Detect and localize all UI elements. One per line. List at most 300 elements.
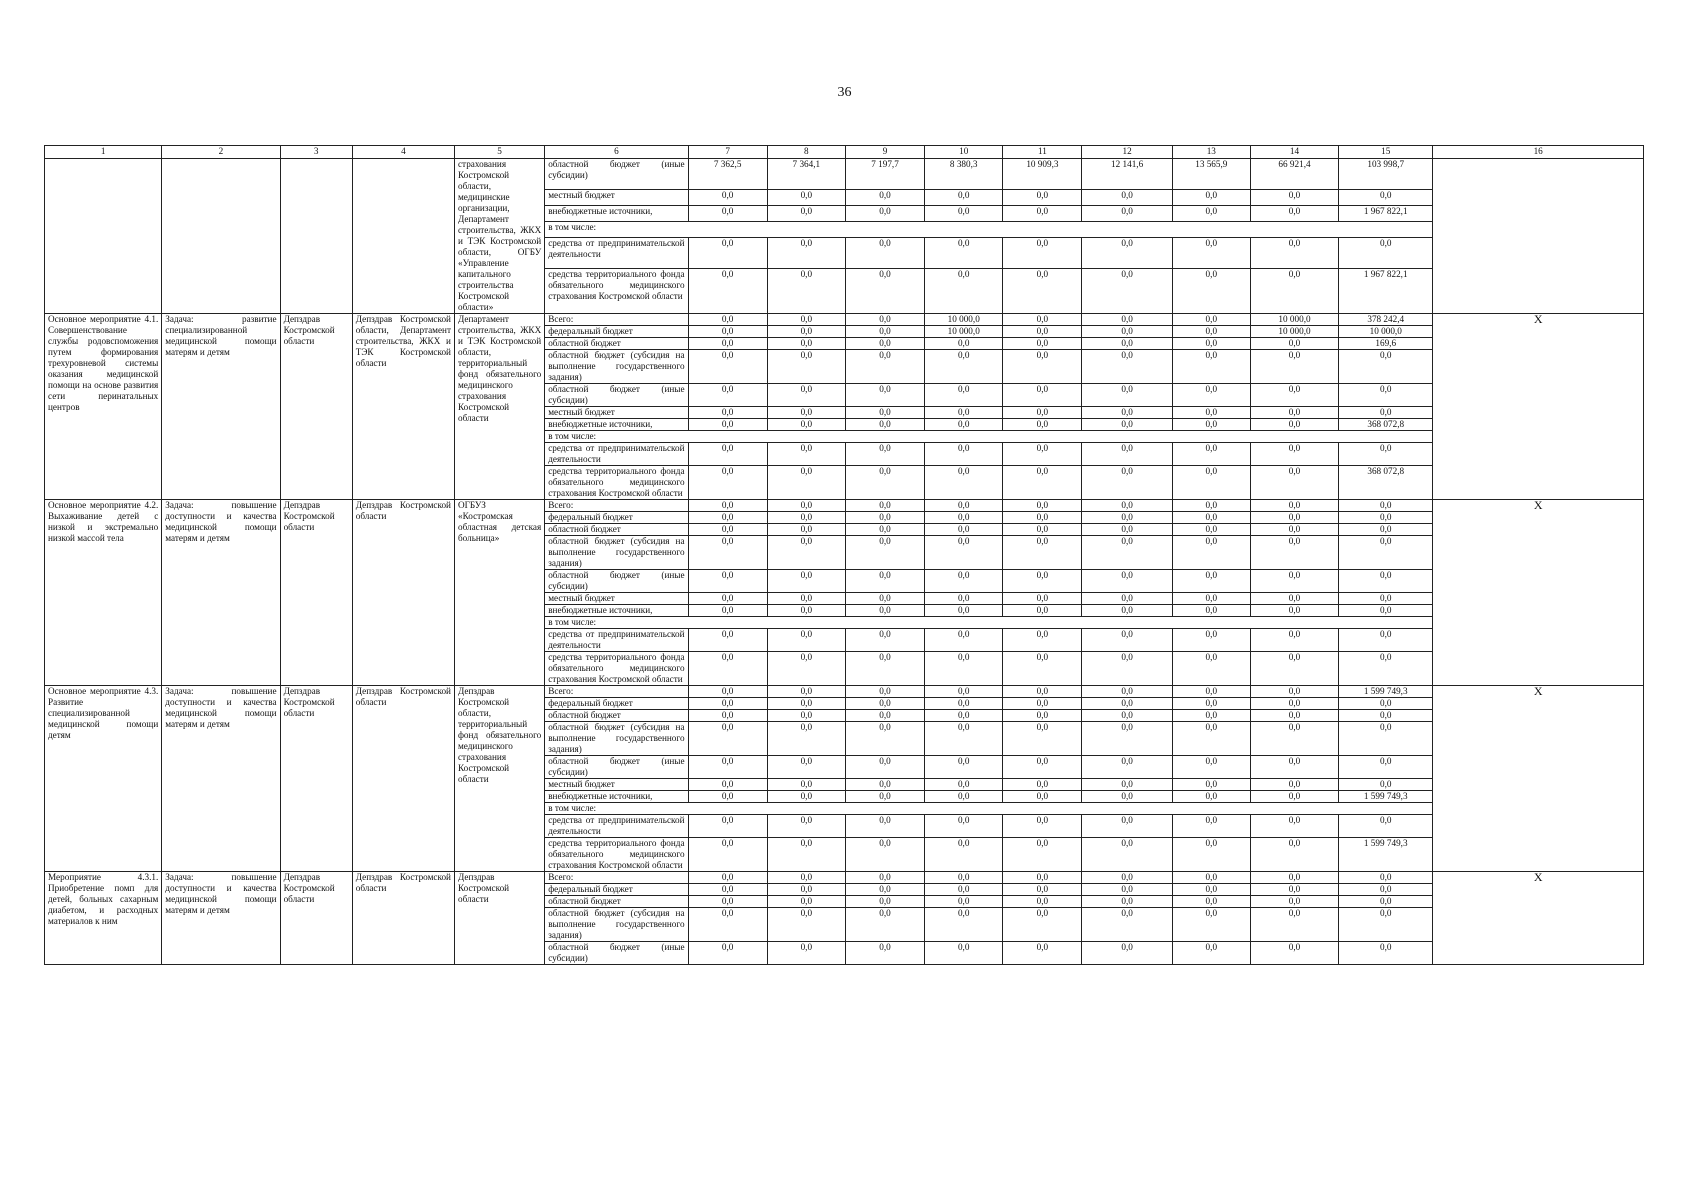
amount-cell: 0,0 [1003,593,1082,605]
amount-cell: 0,0 [1082,350,1172,384]
amount-cell: 0,0 [1003,756,1082,779]
amount-cell: 0,0 [845,942,924,965]
amount-cell: 0,0 [1003,419,1082,431]
amount-cell: 0,0 [1250,237,1338,268]
funding-source-cell: федеральный бюджет [545,698,688,710]
amount-cell: 0,0 [1172,593,1250,605]
amount-cell: 0,0 [1082,884,1172,896]
amount-cell: 0,0 [845,686,924,698]
amount-cell: 0,0 [1339,896,1433,908]
amount-cell: 1 967 822,1 [1339,268,1433,313]
amount-cell: 0,0 [1003,205,1082,221]
amount-cell: 7 362,5 [688,159,767,190]
funding-source-cell: внебюджетные источники, [545,791,688,803]
funding-source-cell: внебюджетные источники, [545,419,688,431]
amount-cell: 0,0 [767,407,845,419]
amount-cell: 0,0 [925,500,1003,512]
customer-cell: Депздрав Костромской области [280,872,352,965]
amount-cell: 0,0 [688,570,767,593]
amount-cell: 0,0 [925,268,1003,313]
customer-cell: Депздрав Костромской области [280,500,352,686]
table-row [45,159,1644,190]
column-number: 8 [767,146,845,159]
amount-cell: 0,0 [845,722,924,756]
amount-cell: 10 000,0 [1250,314,1338,326]
amount-cell: 0,0 [1339,189,1433,205]
amount-cell: 0,0 [1339,350,1433,384]
funding-source-cell: областной бюджет (иные субсидии) [545,159,688,190]
amount-cell: 0,0 [767,698,845,710]
funding-source-cell: областной бюджет (субсидия на выполнение государственного задания) [545,908,688,942]
amount-cell: 0,0 [1250,443,1338,466]
amount-cell: 0,0 [1082,698,1172,710]
amount-cell: 0,0 [767,652,845,686]
amount-cell: 0,0 [845,779,924,791]
funding-source-cell: средства от предпринимательской деятельности [545,629,688,652]
column-number-row [45,146,1644,159]
amount-cell: 0,0 [1082,791,1172,803]
amount-cell: 0,0 [767,268,845,313]
amount-cell: 0,0 [925,710,1003,722]
amount-cell: 0,0 [1082,815,1172,838]
amount-cell: 0,0 [1339,722,1433,756]
amount-cell: 0,0 [925,536,1003,570]
coordinator-cell: Депздрав Костромской области [352,500,454,686]
amount-cell: 0,0 [767,605,845,617]
amount-cell: 0,0 [1250,500,1338,512]
funding-source-cell: федеральный бюджет [545,326,688,338]
column-number: 2 [162,146,280,159]
funding-source-cell: областной бюджет [545,524,688,536]
amount-cell: 0,0 [845,884,924,896]
amount-cell: 0,0 [1082,205,1172,221]
amount-cell: 0,0 [845,698,924,710]
amount-cell: 0,0 [1003,908,1082,942]
amount-cell: 0,0 [1172,710,1250,722]
amount-cell: 10 000,0 [925,326,1003,338]
funding-source-cell: местный бюджет [545,407,688,419]
amount-cell: 0,0 [1082,908,1172,942]
amount-cell: 0,0 [845,419,924,431]
coordinator-cell: Депздрав Костромской области, Департамент строительства, ЖКХ и ТЭК Костромской области [352,314,454,500]
amount-cell: 0,0 [845,593,924,605]
amount-cell: 0,0 [925,791,1003,803]
funding-source-cell: местный бюджет [545,593,688,605]
amount-cell: 0,0 [688,698,767,710]
amount-cell: 0,0 [767,815,845,838]
amount-cell: 0,0 [1172,443,1250,466]
amount-cell: 0,0 [1250,710,1338,722]
column-number: 13 [1172,146,1250,159]
amount-cell: 0,0 [767,838,845,872]
amount-cell: 0,0 [1172,189,1250,205]
amount-cell: 0,0 [925,942,1003,965]
amount-cell: 0,0 [1250,896,1338,908]
amount-cell: 10 000,0 [1339,326,1433,338]
amount-cell: 0,0 [1172,326,1250,338]
amount-cell: 8 380,3 [925,159,1003,190]
amount-cell: 0,0 [1250,189,1338,205]
amount-cell: 0,0 [1082,652,1172,686]
amount-cell: 0,0 [1003,605,1082,617]
amount-cell: 0,0 [845,407,924,419]
customer-cell: Депздрав Костромской области [280,314,352,500]
amount-cell: 0,0 [1250,536,1338,570]
amount-cell: 0,0 [767,710,845,722]
amount-cell: 0,0 [845,629,924,652]
amount-cell: 0,0 [1339,710,1433,722]
amount-cell: 0,0 [1172,629,1250,652]
amount-cell: 0,0 [688,443,767,466]
amount-cell: 0,0 [925,722,1003,756]
amount-cell: 0,0 [767,629,845,652]
amount-cell: 0,0 [1172,536,1250,570]
amount-cell: 0,0 [688,838,767,872]
amount-cell: 0,0 [1250,205,1338,221]
amount-cell: 0,0 [1250,779,1338,791]
amount-cell: 0,0 [688,466,767,500]
amount-cell: 0,0 [1339,570,1433,593]
amount-cell: 169,6 [1339,338,1433,350]
amount-cell: 0,0 [1172,466,1250,500]
amount-cell: 0,0 [845,896,924,908]
amount-cell: 0,0 [688,593,767,605]
budget-table [44,145,1644,965]
amount-cell: 0,0 [1250,791,1338,803]
amount-cell: 0,0 [1082,629,1172,652]
amount-cell: 0,0 [1082,779,1172,791]
amount-cell: 0,0 [688,268,767,313]
column-number: 6 [545,146,688,159]
funding-source-cell: областной бюджет (иные субсидии) [545,570,688,593]
amount-cell: 0,0 [1250,524,1338,536]
amount-cell: 0,0 [1250,466,1338,500]
amount-cell: 0,0 [1172,884,1250,896]
amount-cell: 0,0 [767,942,845,965]
amount-cell: 0,0 [1003,570,1082,593]
amount-cell: 0,0 [925,237,1003,268]
table-row [45,500,1644,512]
amount-cell: 0,0 [925,652,1003,686]
amount-cell: 1 599 749,3 [1339,838,1433,872]
amount-cell: 0,0 [1003,326,1082,338]
amount-cell: 0,0 [1003,629,1082,652]
amount-cell: 0,0 [845,443,924,466]
amount-cell: 0,0 [767,908,845,942]
task-cell: Задача: повышение доступности и качества медицинской помощи матерям и детям [162,686,280,872]
amount-cell: 0,0 [1003,189,1082,205]
amount-cell: 0,0 [1339,605,1433,617]
activity-cell: Мероприятие 4.3.1. Приобретение помп для детей, больных сахарным диабетом, и расходных материалов к ним [45,872,162,965]
amount-cell: 0,0 [1339,536,1433,570]
amount-cell: 0,0 [1082,407,1172,419]
amount-cell: 0,0 [1172,524,1250,536]
amount-cell: 0,0 [1172,779,1250,791]
amount-cell: 7 197,7 [845,159,924,190]
amount-cell: 0,0 [1082,189,1172,205]
executors-cell: страхования Костромской области, медицинские организации, Департамент строительства, ЖКХ и ТЭК Костромской области, ОГБУ «Управление капитального строительства Костромской области» [454,159,544,314]
amount-cell: 0,0 [767,570,845,593]
funding-source-cell: средства территориального фонда обязательного медицинского страхования Костромской области [545,268,688,313]
amount-cell: 0,0 [1339,407,1433,419]
amount-cell: 0,0 [1003,350,1082,384]
amount-cell: 0,0 [925,872,1003,884]
amount-cell: 378 242,4 [1339,314,1433,326]
amount-cell: 0,0 [767,791,845,803]
amount-cell: 0,0 [688,314,767,326]
amount-cell: 0,0 [1003,338,1082,350]
amount-cell: 0,0 [845,338,924,350]
amount-cell: 0,0 [925,838,1003,872]
amount-cell: 0,0 [845,384,924,407]
amount-cell: 0,0 [925,407,1003,419]
amount-cell: 0,0 [925,466,1003,500]
amount-cell: 0,0 [688,815,767,838]
activity-cell: Основное мероприятие 4.1. Совершенствование службы родовспоможения путем формирования трехуровневой системы оказания медицинской помощи на основе развития сети перинатальных центров [45,314,162,500]
amount-cell: 0,0 [767,350,845,384]
funding-source-cell: средства от предпринимательской деятельности [545,815,688,838]
amount-cell: 0,0 [688,407,767,419]
funding-source-cell: в том числе: [545,617,1433,629]
amount-cell: 0,0 [1082,536,1172,570]
task-cell: Задача: повышение доступности и качества медицинской помощи матерям и детям [162,872,280,965]
amount-cell: 0,0 [767,779,845,791]
activity-cell [45,159,162,314]
amount-cell: 0,0 [845,838,924,872]
amount-cell: 0,0 [925,189,1003,205]
amount-cell: 0,0 [767,443,845,466]
amount-cell: 0,0 [688,205,767,221]
amount-cell: 0,0 [845,268,924,313]
amount-cell: 0,0 [1250,629,1338,652]
amount-cell: 0,0 [925,350,1003,384]
amount-cell: 0,0 [845,314,924,326]
amount-cell: 0,0 [1003,698,1082,710]
amount-cell: 0,0 [688,710,767,722]
amount-cell: 0,0 [925,779,1003,791]
funding-source-cell: областной бюджет (иные субсидии) [545,942,688,965]
funding-source-cell: областной бюджет [545,338,688,350]
amount-cell: 0,0 [1339,652,1433,686]
amount-cell: 0,0 [1172,896,1250,908]
amount-cell: 0,0 [1172,570,1250,593]
amount-cell: 0,0 [1003,710,1082,722]
column-number: 12 [1082,146,1172,159]
amount-cell: 0,0 [1003,652,1082,686]
amount-cell: 0,0 [845,189,924,205]
amount-cell: 0,0 [1339,779,1433,791]
amount-cell: 0,0 [1172,338,1250,350]
amount-cell: 0,0 [1003,884,1082,896]
customer-cell: Депздрав Костромской области [280,686,352,872]
amount-cell: 0,0 [925,419,1003,431]
amount-cell: 0,0 [767,314,845,326]
amount-cell: 0,0 [1082,512,1172,524]
amount-cell: 0,0 [925,605,1003,617]
amount-cell: 0,0 [1250,722,1338,756]
amount-cell: 0,0 [1250,419,1338,431]
amount-cell: 0,0 [1082,722,1172,756]
amount-cell: 0,0 [688,872,767,884]
amount-cell: 0,0 [688,722,767,756]
amount-cell: 0,0 [1082,419,1172,431]
amount-cell: 0,0 [1250,338,1338,350]
amount-cell: 0,0 [688,512,767,524]
page-number: 36 [837,85,852,100]
amount-cell: 0,0 [688,896,767,908]
amount-cell: 0,0 [1172,314,1250,326]
amount-cell: 0,0 [1250,756,1338,779]
amount-cell: 0,0 [1250,942,1338,965]
mark-cell: X [1433,314,1644,500]
amount-cell: 0,0 [1339,384,1433,407]
amount-cell: 0,0 [1250,593,1338,605]
amount-cell: 7 364,1 [767,159,845,190]
mark-cell: X [1433,686,1644,872]
table-row [45,872,1644,884]
amount-cell: 0,0 [767,419,845,431]
amount-cell: 0,0 [1172,815,1250,838]
amount-cell: 0,0 [1250,384,1338,407]
task-cell: Задача: повышение доступности и качества медицинской помощи матерям и детям [162,500,280,686]
funding-source-cell: областной бюджет (субсидия на выполнение государственного задания) [545,350,688,384]
amount-cell: 0,0 [925,524,1003,536]
funding-source-cell: средства от предпринимательской деятельности [545,237,688,268]
column-number: 16 [1433,146,1644,159]
amount-cell: 0,0 [1082,942,1172,965]
amount-cell: 0,0 [767,326,845,338]
amount-cell: 0,0 [1339,884,1433,896]
amount-cell: 0,0 [1250,838,1338,872]
amount-cell: 0,0 [1250,407,1338,419]
amount-cell: 0,0 [1003,779,1082,791]
amount-cell: 0,0 [925,815,1003,838]
amount-cell: 0,0 [1082,686,1172,698]
amount-cell: 0,0 [1172,384,1250,407]
funding-source-cell: в том числе: [545,221,1433,237]
amount-cell: 10 909,3 [1003,159,1082,190]
amount-cell: 0,0 [1172,500,1250,512]
task-cell: Задача: развитие специализированной медицинской помощи матерям и детям [162,314,280,500]
amount-cell: 0,0 [925,338,1003,350]
amount-cell: 0,0 [1082,326,1172,338]
column-number: 15 [1339,146,1433,159]
amount-cell: 0,0 [1250,652,1338,686]
column-number: 3 [280,146,352,159]
amount-cell: 0,0 [688,350,767,384]
executors-cell: Депздрав Костромской области, территориальный фонд обязательного медицинского страхования Костромской области [454,686,544,872]
amount-cell: 0,0 [767,686,845,698]
amount-cell: 0,0 [1339,815,1433,838]
amount-cell: 0,0 [925,908,1003,942]
funding-source-cell: Всего: [545,500,688,512]
amount-cell: 0,0 [767,896,845,908]
amount-cell: 0,0 [767,205,845,221]
amount-cell: 0,0 [1003,314,1082,326]
funding-source-cell: средства территориального фонда обязательного медицинского страхования Костромской области [545,466,688,500]
executors-cell: Департамент строительства, ЖКХ и ТЭК Костромской области, территориальный фонд обязательного медицинского страхования Костромской области [454,314,544,500]
amount-cell: 0,0 [1172,268,1250,313]
funding-source-cell: средства от предпринимательской деятельности [545,443,688,466]
amount-cell: 0,0 [925,884,1003,896]
amount-cell: 0,0 [688,189,767,205]
amount-cell: 10 000,0 [925,314,1003,326]
amount-cell: 0,0 [688,326,767,338]
amount-cell: 0,0 [1250,268,1338,313]
funding-source-cell: Всего: [545,314,688,326]
amount-cell: 0,0 [1172,722,1250,756]
amount-cell: 0,0 [1003,942,1082,965]
activity-cell: Основное мероприятие 4.2. Выхаживание детей с низкой и экстремально низкой массой тела [45,500,162,686]
amount-cell: 0,0 [688,791,767,803]
amount-cell: 0,0 [1082,237,1172,268]
amount-cell: 0,0 [1339,500,1433,512]
amount-cell: 0,0 [1082,593,1172,605]
mark-cell: X [1433,500,1644,686]
amount-cell: 0,0 [1082,710,1172,722]
amount-cell: 0,0 [688,908,767,942]
amount-cell: 0,0 [1250,884,1338,896]
amount-cell: 0,0 [1172,407,1250,419]
amount-cell: 368 072,8 [1339,419,1433,431]
amount-cell: 0,0 [767,536,845,570]
amount-cell: 0,0 [1003,466,1082,500]
amount-cell: 0,0 [688,686,767,698]
amount-cell: 0,0 [1003,268,1082,313]
column-number: 4 [352,146,454,159]
amount-cell: 0,0 [1003,838,1082,872]
amount-cell: 0,0 [1250,698,1338,710]
amount-cell: 0,0 [1003,237,1082,268]
coordinator-cell: Депздрав Костромской области [352,872,454,965]
amount-cell: 0,0 [1172,698,1250,710]
amount-cell: 0,0 [1082,268,1172,313]
amount-cell: 0,0 [1339,512,1433,524]
amount-cell: 0,0 [1172,942,1250,965]
funding-source-cell: Всего: [545,872,688,884]
amount-cell: 0,0 [925,896,1003,908]
amount-cell: 1 967 822,1 [1339,205,1433,221]
amount-cell: 0,0 [1082,756,1172,779]
amount-cell: 0,0 [767,189,845,205]
amount-cell: 0,0 [1172,605,1250,617]
amount-cell: 0,0 [1172,908,1250,942]
funding-source-cell: областной бюджет [545,896,688,908]
activity-cell: Основное мероприятие 4.3. Развитие специализированной медицинской помощи детям [45,686,162,872]
amount-cell: 0,0 [1172,838,1250,872]
amount-cell: 0,0 [925,512,1003,524]
amount-cell: 0,0 [1003,500,1082,512]
amount-cell: 0,0 [925,698,1003,710]
amount-cell: 0,0 [845,326,924,338]
amount-cell: 0,0 [1082,570,1172,593]
amount-cell: 0,0 [925,593,1003,605]
amount-cell: 0,0 [925,629,1003,652]
amount-cell: 0,0 [1082,500,1172,512]
amount-cell: 0,0 [688,237,767,268]
amount-cell: 0,0 [1003,512,1082,524]
column-number: 14 [1250,146,1338,159]
amount-cell: 0,0 [767,512,845,524]
amount-cell: 0,0 [1003,686,1082,698]
amount-cell: 0,0 [767,384,845,407]
amount-cell: 1 599 749,3 [1339,791,1433,803]
amount-cell: 0,0 [767,500,845,512]
amount-cell: 1 599 749,3 [1339,686,1433,698]
amount-cell: 0,0 [688,419,767,431]
amount-cell: 0,0 [1003,722,1082,756]
amount-cell: 0,0 [1172,652,1250,686]
